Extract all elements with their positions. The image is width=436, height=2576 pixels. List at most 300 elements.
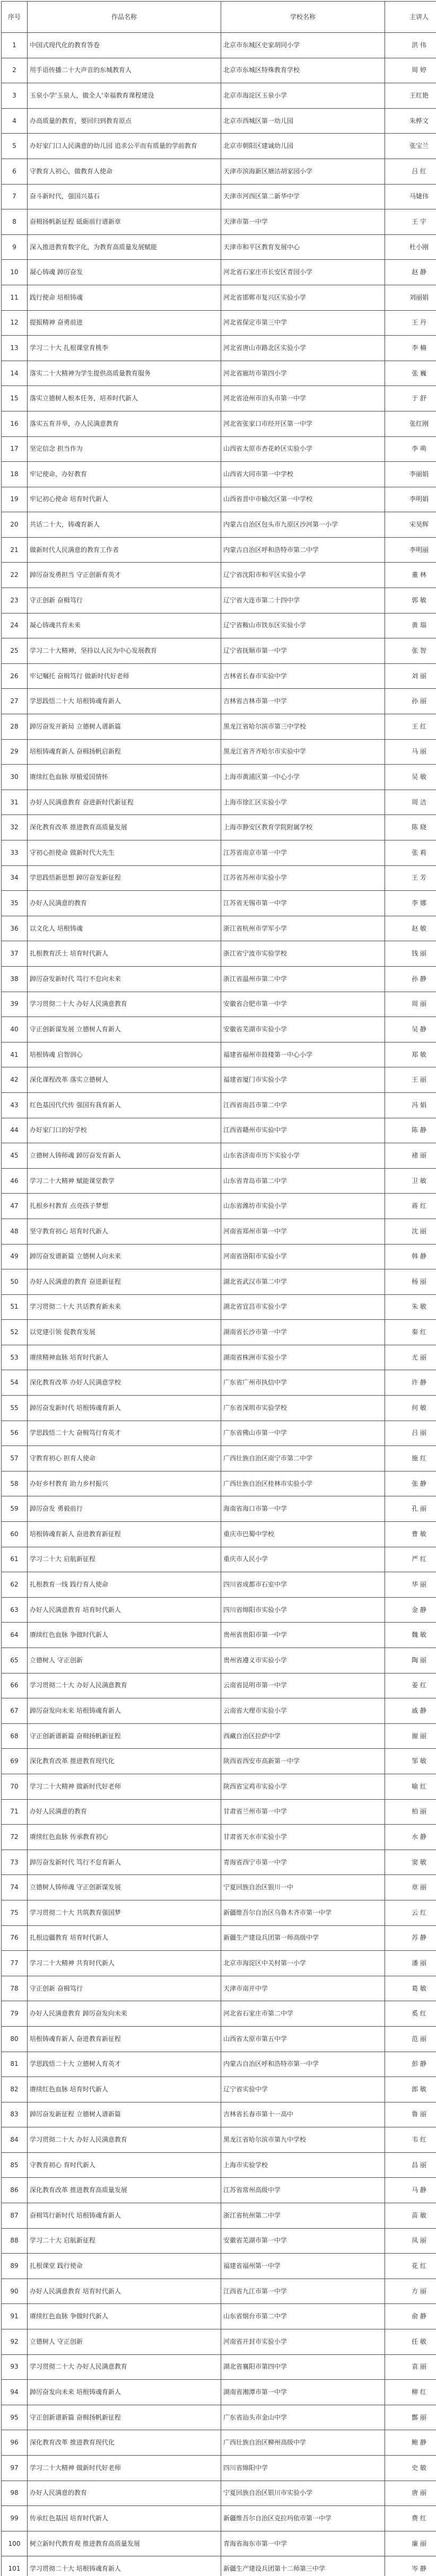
row-school: 黑龙江省哈尔滨市第三中学校 (221, 714, 385, 740)
row-speaker: 杜小刚 (385, 234, 436, 260)
row-title: 踔厉奋发 勇毅前行 (28, 1496, 221, 1522)
row-school: 广西壮族自治区柳州高级中学 (221, 2430, 385, 2456)
row-title: 学习二十大 启航新征程 (28, 1547, 221, 1572)
row-speaker: 金 静 (385, 1597, 436, 1623)
row-school: 浙江省杭州第二中学 (221, 2203, 385, 2229)
row-number: 11 (2, 285, 28, 310)
row-school: 吉林省长春市实验中学 (221, 663, 385, 689)
row-number: 12 (2, 310, 28, 336)
row-school: 广西壮族自治区南宁市第二中学 (221, 1446, 385, 1471)
row-title: 扎根教育沃土 培育时代新人 (28, 941, 221, 967)
row-speaker: 凤 丽 (385, 2228, 436, 2254)
table-row (2, 1294, 436, 1320)
row-number: 34 (2, 865, 28, 891)
row-speaker: 吕 丽 (385, 1421, 436, 1446)
row-number: 17 (2, 436, 28, 462)
row-school: 上海市静安区教育学院附属学校 (221, 815, 385, 840)
row-title: 坚定信念 担当作为 (28, 436, 221, 462)
row-school: 福建省厦门市实验小学 (221, 1067, 385, 1093)
row-number: 10 (2, 260, 28, 285)
table-row (2, 663, 436, 689)
row-number: 51 (2, 1294, 28, 1320)
row-number: 45 (2, 1143, 28, 1169)
row-speaker: 赵 静 (385, 260, 436, 285)
row-school: 重庆市巴蜀中学校 (221, 1522, 385, 1547)
row-school: 福建省福州第一中学 (221, 2254, 385, 2279)
row-speaker: 刘丽娟 (385, 285, 436, 310)
row-school: 甘肃省兰州市第一中学 (221, 1799, 385, 1825)
row-speaker: 尤 丽 (385, 1345, 436, 1370)
row-school: 青海省西宁市第一中学 (221, 1850, 385, 1875)
table-row (2, 1168, 436, 1194)
table-row (2, 2405, 436, 2430)
row-speaker: 李 娜 (385, 891, 436, 916)
row-number: 82 (2, 2077, 28, 2102)
row-title: 坚守教育初心 培育时代新人 (28, 1219, 221, 1244)
row-title: 学思践悟二十大 培根铸魂育新人 (28, 689, 221, 714)
row-title: 红色基因代代传 强国有我育新人 (28, 1092, 221, 1118)
table-row (2, 1092, 436, 1118)
row-speaker: 葛 敏 (385, 1976, 436, 2001)
row-title: 守正创新谱新篇 奋楫扬帆新征程 (28, 2405, 221, 2430)
row-number: 99 (2, 2506, 28, 2531)
row-number: 5 (2, 134, 28, 159)
row-speaker: 李明丽 (385, 537, 436, 563)
row-school: 辽宁省沈阳市和平区实验小学 (221, 563, 385, 588)
table-row (2, 1774, 436, 1799)
row-number: 21 (2, 537, 28, 563)
table-row (2, 966, 436, 992)
row-number: 88 (2, 2228, 28, 2254)
row-title: 踔厉奋发勇担当 守正创新育英才 (28, 563, 221, 588)
row-speaker: 韦 红 (385, 2127, 436, 2153)
table-row (2, 2228, 436, 2254)
table-row (2, 2506, 436, 2531)
row-number: 20 (2, 512, 28, 538)
row-title: 做新时代人民满意的教育工作者 (28, 537, 221, 563)
table-row (2, 2203, 436, 2229)
row-title: 学习二十大 扎根课堂育桃李 (28, 336, 221, 361)
row-school: 湖北省襄阳市第四中学 (221, 2354, 385, 2380)
table-row (2, 2430, 436, 2456)
row-school: 青海省海东市第一中学 (221, 2531, 385, 2556)
row-number: 96 (2, 2430, 28, 2456)
row-title: 落实二十大精神为学生提供高质量教育服务 (28, 361, 221, 386)
table-row (2, 891, 436, 916)
table-row (2, 285, 436, 310)
table-row (2, 2556, 436, 2576)
row-number: 30 (2, 765, 28, 790)
row-title: 立德树人 守正创新 (28, 2329, 221, 2355)
table-row (2, 2152, 436, 2178)
table-row (2, 487, 436, 512)
table-row (2, 159, 436, 184)
row-number: 42 (2, 1067, 28, 1093)
table-row (2, 714, 436, 740)
row-title: 守教育初心 育时代新人 (28, 2152, 221, 2178)
row-school: 浙江省温州市第二中学 (221, 966, 385, 992)
row-title: 凝心铸魂 踔厉奋发 (28, 260, 221, 285)
table-row (2, 184, 436, 209)
row-title: 学习贯彻二十大 办好人民满意教育 (28, 992, 221, 1017)
row-number: 39 (2, 992, 28, 1017)
row-speaker: 赵 敏 (385, 916, 436, 941)
row-title: 立德树人铸师魂 踔厉奋发育新人 (28, 1143, 221, 1169)
row-school: 广东省深圳市实验学校 (221, 1396, 385, 1421)
row-speaker: 马婕伟 (385, 184, 436, 209)
row-number: 92 (2, 2329, 28, 2355)
row-number: 79 (2, 2001, 28, 2027)
row-speaker: 唐 丽 (385, 2481, 436, 2506)
row-speaker: 潘 丽 (385, 1951, 436, 1976)
row-speaker: 袁 丽 (385, 2354, 436, 2380)
row-number: 55 (2, 1396, 28, 1421)
row-title: 踔厉奋发向未来 培根铸魂育新人 (28, 1698, 221, 1724)
row-number: 84 (2, 2127, 28, 2153)
row-speaker: 马 丽 (385, 739, 436, 765)
row-title: 学习二十大 启航新征程 (28, 2228, 221, 2254)
row-title: 传承红色基因 培育时代新人 (28, 2506, 221, 2531)
row-title: 立德树人铸师魂 守正创新谋发展 (28, 1875, 221, 1900)
row-title: 深化教育改革 推进教育现代化 (28, 1749, 221, 1774)
row-number: 58 (2, 1471, 28, 1496)
row-title: 守正创新谱新篇 奋楫扬帆新征程 (28, 1723, 221, 1749)
table-header (2, 2, 436, 33)
row-title: 学习二十大精神，坚持以人民为中心发展教育 (28, 638, 221, 664)
row-title: 赓续红色血脉 争做时代新人 (28, 2304, 221, 2329)
row-speaker: 范 丽 (385, 2026, 436, 2052)
row-number: 25 (2, 638, 28, 664)
table-row (2, 2178, 436, 2203)
row-school: 山西省晋中市榆次区第一中学校 (221, 487, 385, 512)
row-title: 赓续红色血脉 厚植爱国情怀 (28, 765, 221, 790)
table-row (2, 1547, 436, 1572)
row-title: 守正创新谋发展 立德树人育新人 (28, 1017, 221, 1042)
row-school: 北京市朝阳区建诚幼儿园 (221, 134, 385, 159)
table-row (2, 1017, 436, 1042)
row-school: 河北省廊坊市第四小学 (221, 361, 385, 386)
row-speaker: 钱 丽 (385, 941, 436, 967)
row-title: 学习二十大精神 做新时代好老师 (28, 2456, 221, 2481)
row-speaker: 周 丽 (385, 992, 436, 1017)
row-speaker: 陈 静 (385, 1118, 436, 1143)
row-number: 36 (2, 916, 28, 941)
row-number: 27 (2, 689, 28, 714)
table-row (2, 462, 436, 487)
table-row (2, 1446, 436, 1471)
row-speaker: 秦 红 (385, 1320, 436, 1345)
row-title: 办好人民满意的教育 奋进新征程 (28, 1269, 221, 1295)
row-number: 22 (2, 563, 28, 588)
row-school: 陕西省宝鸡市实验小学 (221, 1774, 385, 1799)
table-row (2, 1951, 436, 1976)
row-title: 扎根乡村教育 点亮孩子梦想 (28, 1194, 221, 1219)
row-school: 江苏省苏州市实验小学 (221, 865, 385, 891)
row-title: 赓续精神血脉 培育时代新人 (28, 1345, 221, 1370)
row-number: 91 (2, 2304, 28, 2329)
row-title: 用手语传播二十大声音的东城教育人 (28, 58, 221, 83)
row-number: 23 (2, 588, 28, 614)
row-title: 学习贯彻二十大 共话教育新未来 (28, 1294, 221, 1320)
row-title: 中国式现代化的教育答卷 (28, 33, 221, 58)
row-school: 河北省邯郸市复兴区实验小学 (221, 285, 385, 310)
row-speaker: 朱 敏 (385, 1294, 436, 1320)
table-row (2, 1345, 436, 1370)
row-number: 101 (2, 2556, 28, 2576)
row-speaker: 孙 静 (385, 966, 436, 992)
row-title: 培根铸魂育新人 奋进教育新征程 (28, 2026, 221, 2052)
row-speaker: 孙 丽 (385, 689, 436, 714)
table-row (2, 1723, 436, 1749)
row-number: 49 (2, 1244, 28, 1269)
row-number: 38 (2, 966, 28, 992)
row-number: 43 (2, 1092, 28, 1118)
row-title: 学思践悟二十大 立德树人育英才 (28, 2052, 221, 2077)
row-title: 培根铸魂育新人 奋楫扬帆启新程 (28, 739, 221, 765)
row-school: 内蒙古自治区呼和浩特市第二中学 (221, 537, 385, 563)
table-row (2, 2380, 436, 2405)
row-school: 山东省济南市历下实验小学 (221, 1143, 385, 1169)
row-speaker: 黄 瑞 (385, 613, 436, 638)
table-row (2, 1522, 436, 1547)
table-row (2, 865, 436, 891)
row-title: 踔厉奋发向未来 培根铸魂育新人 (28, 2380, 221, 2405)
row-number: 67 (2, 1698, 28, 1724)
row-speaker: 冯 娟 (385, 1092, 436, 1118)
table-row (2, 1370, 436, 1396)
table-row (2, 1244, 436, 1269)
row-speaker: 马 静 (385, 2178, 436, 2203)
row-school: 四川省成都市石室中学 (221, 1572, 385, 1598)
row-school: 山西省太原市杏花岭区实验小学 (221, 436, 385, 462)
row-number: 75 (2, 1900, 28, 1925)
row-speaker: 喻 红 (385, 1774, 436, 1799)
row-title: 以文化人 培根铸魂 (28, 916, 221, 941)
table-row (2, 790, 436, 815)
table-row (2, 1396, 436, 1421)
table-row (2, 2102, 436, 2127)
row-number: 72 (2, 1825, 28, 1850)
row-number: 76 (2, 1925, 28, 1951)
row-number: 3 (2, 83, 28, 109)
row-school: 黑龙江省哈尔滨市第九中学校 (221, 2127, 385, 2153)
row-number: 71 (2, 1799, 28, 1825)
row-title: 学习贯彻二十大 办好人民满意教育 (28, 2127, 221, 2153)
row-title: 踔厉奋发新时代 笃行不怠向未来 (28, 966, 221, 992)
row-speaker: 朱桦文 (385, 108, 436, 134)
row-title: 深化教育改革 推进教育高质量发展 (28, 2178, 221, 2203)
row-title: 守教育人初心，做教育人使命 (28, 159, 221, 184)
row-title: 凝心铸魂共育未来 (28, 613, 221, 638)
row-title: 学习贯彻二十大 办好人民满意教育 (28, 1673, 221, 1698)
row-speaker: 王红艳 (385, 83, 436, 109)
row-school: 河北省石家庄市第二中学 (221, 2001, 385, 2027)
row-speaker: 戚 静 (385, 1698, 436, 1724)
table-row (2, 1118, 436, 1143)
table-row (2, 1799, 436, 1825)
row-school: 甘肃省天水市实验小学 (221, 1825, 385, 1850)
row-title: 学习贯彻二十大 办好人民满意教育 (28, 2354, 221, 2380)
row-school: 江苏省常州高级中学 (221, 2178, 385, 2203)
row-title: 办好乡村教育 助力乡村振兴 (28, 1471, 221, 1496)
row-title: 学习二十大精神 做新时代好老师 (28, 1774, 221, 1799)
row-title: 奋斗新时代，强国兴基石 (28, 184, 221, 209)
row-speaker: 谢 丽 (385, 1723, 436, 1749)
row-number: 83 (2, 2102, 28, 2127)
row-number: 53 (2, 1345, 28, 1370)
table-row (2, 815, 436, 840)
row-school: 辽宁省鞍山市铁东区实验小学 (221, 613, 385, 638)
row-title: 办好家门口的好学校 (28, 1118, 221, 1143)
row-title: 赓续红色血脉 争做时代新人 (28, 1623, 221, 1648)
row-number: 94 (2, 2380, 28, 2405)
header-no: 序号 (2, 2, 28, 33)
row-school: 北京市海淀区玉泉小学 (221, 83, 385, 109)
row-speaker: 方 丽 (385, 2279, 436, 2304)
row-school: 北京市西城区第一幼儿园 (221, 108, 385, 134)
row-number: 63 (2, 1597, 28, 1623)
row-speaker: 史 敏 (385, 2456, 436, 2481)
row-number: 40 (2, 1017, 28, 1042)
table-row (2, 2481, 436, 2506)
row-speaker: 邹 敏 (385, 1749, 436, 1774)
table-row (2, 1421, 436, 1446)
row-school: 天津市滨海新区塘沽胡家园小学 (221, 159, 385, 184)
row-speaker: 王 宇 (385, 209, 436, 235)
row-number: 80 (2, 2026, 28, 2052)
row-number: 54 (2, 1370, 28, 1396)
row-number: 81 (2, 2052, 28, 2077)
row-number: 62 (2, 1572, 28, 1598)
row-school: 江西省九江市第一中学 (221, 2279, 385, 2304)
row-number: 29 (2, 739, 28, 765)
row-school: 辽宁省实验中学 (221, 2077, 385, 2102)
table-row (2, 1698, 436, 1724)
row-school: 江西省南昌市第二中学 (221, 1092, 385, 1118)
table-row (2, 2329, 436, 2355)
row-school: 吉林省吉林市第一中学 (221, 689, 385, 714)
row-title: 办好人民满意教育 踔厉奋发向未来 (28, 2001, 221, 2027)
row-number: 60 (2, 1522, 28, 1547)
table-row (2, 2052, 436, 2077)
row-speaker: 洪 伟 (385, 33, 436, 58)
row-title: 落实立德树人根本任务，培养时代新人 (28, 386, 221, 411)
row-school: 广东省佛山市第一中学 (221, 1421, 385, 1446)
table-row (2, 1623, 436, 1648)
table-row (2, 33, 436, 58)
row-title: 踔厉奋发谱新篇 立德树人向未来 (28, 1244, 221, 1269)
row-title: 办好人民满意的教育 (28, 891, 221, 916)
row-speaker: 董 林 (385, 563, 436, 588)
table-row (2, 765, 436, 790)
row-number: 86 (2, 2178, 28, 2203)
row-school: 新疆维吾尔自治区乌鲁木齐市第一中学 (221, 1900, 385, 1925)
row-title: 办好人民满意的教育 (28, 1799, 221, 1825)
row-number: 24 (2, 613, 28, 638)
row-school: 湖南省株洲市实验小学 (221, 1345, 385, 1370)
row-title: 踔厉奋发开新局 立德树人谱新篇 (28, 714, 221, 740)
row-number: 16 (2, 411, 28, 436)
row-speaker: 王 红 (385, 714, 436, 740)
table-row (2, 563, 436, 588)
row-title: 牢记初心使命 培育时代新人 (28, 487, 221, 512)
row-speaker: 郭 敏 (385, 588, 436, 614)
row-school: 天津市和平区教育发展中心 (221, 234, 385, 260)
table-row (2, 1471, 436, 1496)
row-number: 7 (2, 184, 28, 209)
row-number: 69 (2, 1749, 28, 1774)
row-title: 牢记嘱托 奋楫笃行 做新时代好老师 (28, 663, 221, 689)
header-title: 作品名称 (28, 2, 221, 33)
row-speaker: 花 红 (385, 2254, 436, 2279)
row-school: 新疆生产建设兵团第一师高级中学 (221, 1925, 385, 1951)
row-speaker: 蒋 红 (385, 1194, 436, 1219)
row-speaker: 卫 敏 (385, 1168, 436, 1194)
table-row (2, 2254, 436, 2279)
row-number: 4 (2, 108, 28, 134)
row-title: 守教育初心 担育人使命 (28, 1446, 221, 1471)
row-title: 学习二十大精神 赋能课堂教学 (28, 1168, 221, 1194)
row-number: 35 (2, 891, 28, 916)
row-speaker: 郎 敏 (385, 2077, 436, 2102)
row-school: 西藏自治区拉萨中学 (221, 1723, 385, 1749)
row-title: 立德树人 守正创新 (28, 1648, 221, 1673)
table-row (2, 2279, 436, 2304)
table-row (2, 1143, 436, 1169)
row-school: 新疆生产建设兵团第十二师第三中学 (221, 2556, 385, 2576)
row-school: 上海市实验学校 (221, 2152, 385, 2178)
row-speaker: 王 丽 (385, 1067, 436, 1093)
row-school: 北京市海淀区中关村第一小学 (221, 1951, 385, 1976)
table-row (2, 2077, 436, 2102)
row-speaker: 韩 静 (385, 1244, 436, 1269)
header-school: 学校名称 (221, 2, 385, 33)
row-number: 90 (2, 2279, 28, 2304)
row-title: 共话二十大，铸魂育新人 (28, 512, 221, 538)
row-school: 山东省烟台市第二中学 (221, 2304, 385, 2329)
row-speaker: 李明娟 (385, 487, 436, 512)
row-number: 65 (2, 1648, 28, 1673)
row-school: 天津市第一中学 (221, 209, 385, 235)
table-row (2, 689, 436, 714)
row-school: 江苏省南京市第一中学 (221, 840, 385, 866)
row-speaker: 许 静 (385, 1370, 436, 1396)
row-speaker: 孔 丽 (385, 1496, 436, 1522)
row-number: 68 (2, 1723, 28, 1749)
row-title: 学思践悟二十大 奋楫笃行育英才 (28, 1421, 221, 1446)
row-number: 14 (2, 361, 28, 386)
row-title: 守正创新 奋楫笃行 (28, 1976, 221, 2001)
row-number: 59 (2, 1496, 28, 1522)
row-speaker: 王 丹 (385, 310, 436, 336)
row-school: 北京市东城区特殊教育学校 (221, 58, 385, 83)
row-school: 河南省郑州市第一中学 (221, 1219, 385, 1244)
row-title: 提振精神 奋勇前进 (28, 310, 221, 336)
table-row (2, 336, 436, 361)
table-row (2, 1850, 436, 1875)
row-number: 26 (2, 663, 28, 689)
row-school: 天津市南开中学 (221, 1976, 385, 2001)
row-number: 48 (2, 1219, 28, 1244)
row-number: 37 (2, 941, 28, 967)
row-number: 89 (2, 2254, 28, 2279)
row-number: 15 (2, 386, 28, 411)
row-speaker: 张 智 (385, 638, 436, 664)
row-speaker: 陶 丽 (385, 1648, 436, 1673)
row-speaker: 于 舒 (385, 386, 436, 411)
row-speaker: 奚 红 (385, 2001, 436, 2027)
row-speaker: 云 红 (385, 1900, 436, 1925)
